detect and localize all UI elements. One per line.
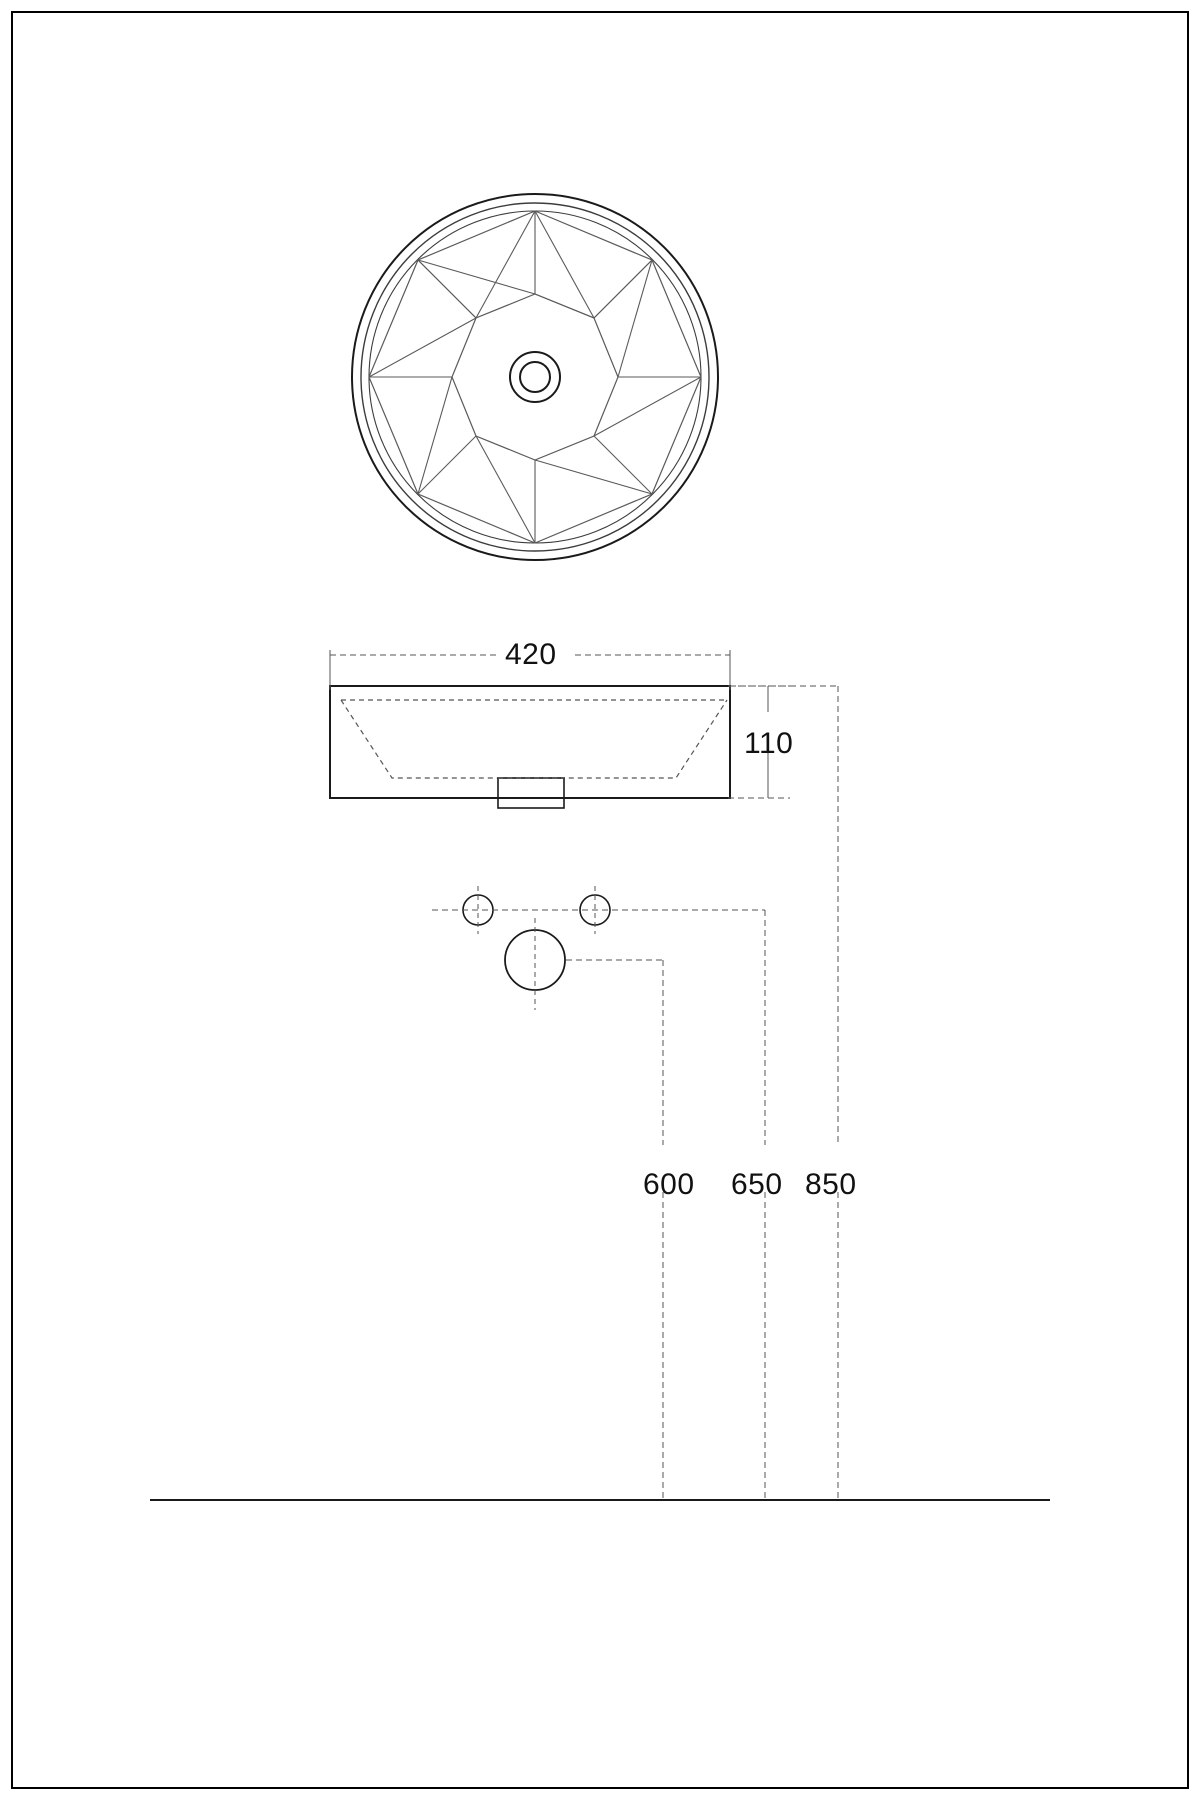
- drain-outer-circle: [510, 352, 560, 402]
- dimension-label-tap-height: 650: [731, 1168, 783, 1201]
- drain-inner-circle: [520, 362, 550, 392]
- dimension-label-drain-height: 600: [643, 1168, 695, 1201]
- bowl-profile-hidden: [341, 700, 727, 778]
- drain-boss: [498, 778, 564, 808]
- tap-hole-plan: [432, 886, 765, 1010]
- bowl-inner-octagon: [452, 294, 618, 460]
- dimension-label-rim-height: 850: [805, 1168, 857, 1201]
- centre-marks: [478, 886, 595, 1010]
- page-border: [12, 12, 1188, 1788]
- front-section-view: [330, 650, 790, 808]
- dimension-label-height: 110: [744, 727, 794, 760]
- top-view: [352, 194, 718, 560]
- basin-body-outline: [330, 686, 730, 798]
- vertical-dimension-leaders: [663, 686, 838, 1500]
- tap-hole-leaders: [432, 910, 765, 960]
- dimension-label-width: 420: [505, 638, 557, 671]
